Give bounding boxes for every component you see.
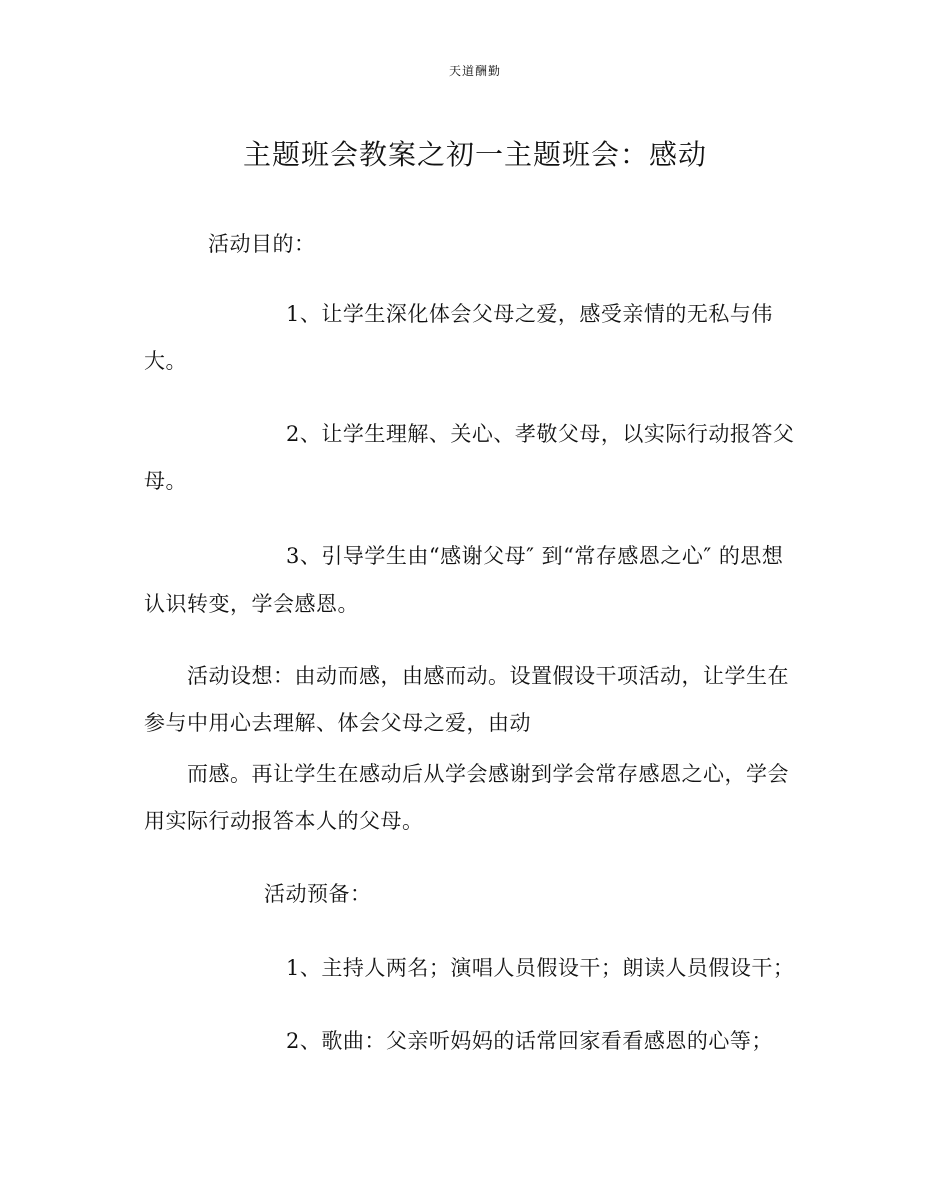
prep-item-1: 1、主持人两名；演唱人员假设干；朗读人员假设干； [286, 956, 795, 980]
concept-line-2: 参与中用心去理解、体会父母之爱，由动 [144, 711, 531, 735]
goal-3-line-1: 3、引导学生由“感谢父母″ 到“常存感恩之心″ 的思想 [286, 544, 784, 568]
page-header: 天道酬勤 [448, 64, 501, 78]
goal-2-line-2: 母。 [144, 469, 187, 493]
concept-line-4: 用实际行动报答本人的父母。 [144, 809, 424, 833]
goal-2-line-1: 2、让学生理解、关心、孝敬父母，以实际行动报答父 [286, 422, 795, 446]
prep-heading: 活动预备： [264, 882, 372, 906]
purpose-heading: 活动目的： [208, 232, 316, 256]
document-title: 主题班会教案之初一主题班会：感动 [242, 138, 707, 171]
prep-item-2: 2、歌曲：父亲听妈妈的话常回家看看感恩的心等； [286, 1029, 773, 1053]
goal-1-line-2: 大。 [144, 349, 187, 373]
goal-3-line-2: 认识转变，学会感恩。 [144, 592, 359, 616]
concept-line-1: 活动设想：由动而感，由感而动。设置假设干项活动，让学生在 [187, 664, 789, 688]
concept-line-3: 而感。再让学生在感动后从学会感谢到学会常存感恩之心，学会 [187, 762, 789, 786]
goal-1-line-1: 1、让学生深化体会父母之爱，感受亲情的无私与伟 [286, 302, 773, 326]
